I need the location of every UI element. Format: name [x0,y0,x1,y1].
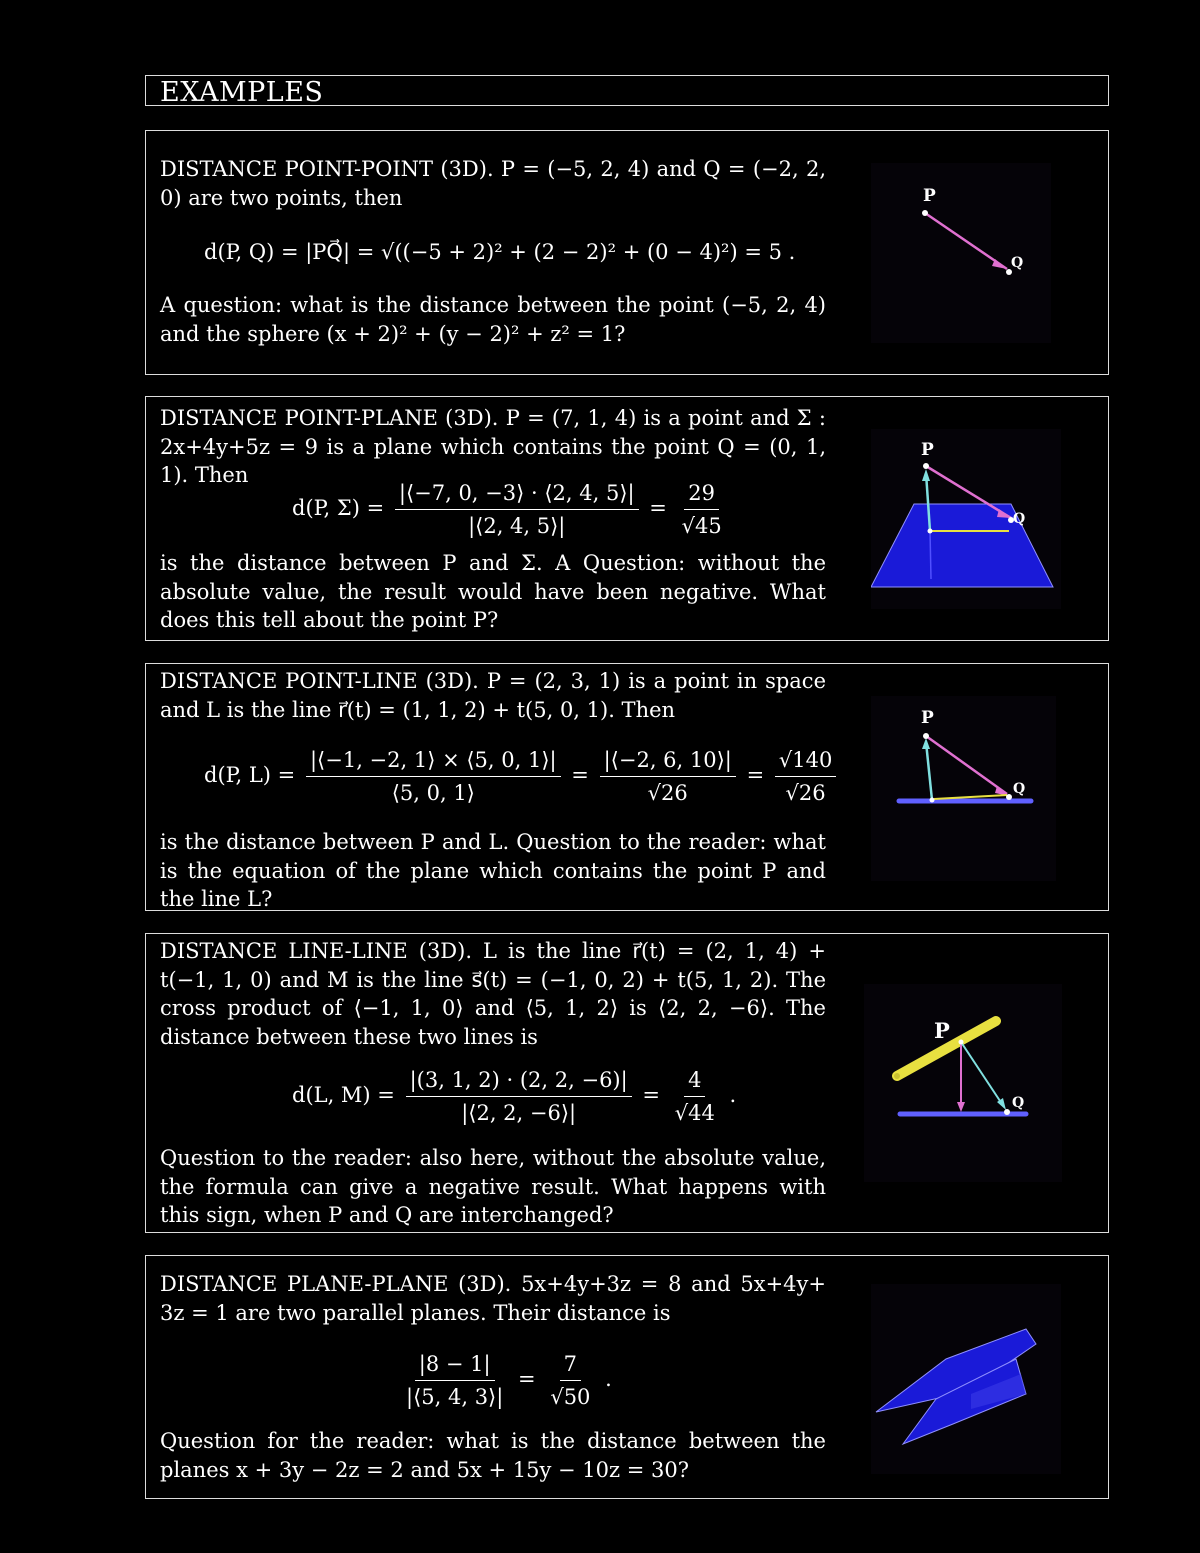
label-p: P [921,440,934,460]
section-question: Question to the reader: also here, without the absolute value, the formula can give a negative result. What happens with this sign, when P and Q are interchanged? [160,1146,826,1227]
label-q: Q [1013,511,1026,527]
equals-sign-2: = [746,763,765,787]
label-p: P [934,1018,950,1043]
section-line-line [145,933,1109,1233]
section-question: is the distance between P and Σ. A Question: without the absolute value, the result would have been negative. What does this tell about the point P? [160,551,826,632]
section-point-point [145,130,1109,375]
line-line-figure [864,984,1062,1182]
formula-lhs: d(L, M) = [292,1083,395,1107]
formula [204,746,840,807]
section-intro: DISTANCE POINT-PLANE (3D). P = (7, 1, 4) is a point and Σ : 2x+4y+5z = 9 is a plane which contains the point Q = (0, 1, 1). Then [160,406,826,487]
formula [292,479,730,540]
numerator: |⟨−7, 0, −3⟩ · ⟨2, 4, 5⟩| [395,479,639,510]
section-question: Question for the reader: what is the distance between the planes x + 3y − 2z = 2 and 5x + 15y − 10z = 30? [160,1429,826,1482]
result-numerator: 7 [560,1350,581,1381]
period: . [605,1367,612,1391]
label-q: Q [1011,255,1024,271]
section-plane-plane [145,1255,1109,1499]
fraction [395,479,639,540]
section-question: A question: what is the distance between the point (−5, 2, 4) and the sphere (x + 2)² + (y − 2)² + z² = 1? [160,293,826,346]
point-plane-figure [871,429,1061,609]
equals-sign: = [642,1083,661,1107]
label-q: Q [1012,1095,1025,1111]
denominator: |⟨2, 2, −6⟩| [461,1101,577,1125]
result-denominator: √44 [674,1101,715,1125]
equals-sign: = [518,1367,536,1391]
section-point-line [145,663,1109,911]
label-p: P [921,708,934,728]
formula: d(P, Q) = |PQ⃗| = √((−5 + 2)² + (2 − 2)² + (0 − 4)²) = 5 . [204,240,796,264]
section-question: is the distance between P and L. Question to the reader: what is the equation of the plane which contains the point P and the line L? [160,830,826,911]
section-intro: DISTANCE LINE-LINE (3D). L is the line r⃗(t) = (2, 1, 4) + t(−1, 1, 0) and M is the line s⃗(t) = (−1, 0, 2) + t(5, 1, 2). The cross product of ⟨−1, 1, 0⟩ and ⟨5, 1, 2⟩ is ⟨2, 2, −6⟩. The distance between these two lines is [160,939,826,1049]
fraction [406,1066,632,1127]
result-fraction [671,1066,719,1127]
point-line-figure [871,696,1056,881]
result-numerator: 29 [684,479,719,510]
fraction [306,746,561,807]
label-p: P [923,186,936,206]
page-title: EXAMPLES [160,77,324,108]
result-fraction [775,746,836,807]
result-numerator: 4 [684,1066,705,1097]
formula-lhs: d(P, Σ) = [292,496,385,520]
result-denominator: √50 [550,1385,591,1409]
result-fraction [546,1350,594,1411]
middle-denominator: √26 [647,781,688,805]
numerator: |⟨−1, −2, 1⟩ × ⟨5, 0, 1⟩| [306,746,561,777]
middle-numerator: |⟨−2, 6, 10⟩| [600,746,736,777]
section-intro: DISTANCE POINT-POINT (3D). P = (−5, 2, 4) and Q = (−2, 2, 0) are two points, then [160,157,826,210]
equals-sign: = [571,763,589,787]
section-intro: DISTANCE PLANE-PLANE (3D). 5x+4y+3z = 8 and 5x+4y+ 3z = 1 are two parallel planes. Their distance is [160,1272,826,1325]
numerator: |8 − 1| [415,1350,495,1381]
denominator: |⟨5, 4, 3⟩| [406,1385,504,1409]
fraction [402,1350,507,1411]
result-denominator: √45 [681,514,722,538]
section-intro: DISTANCE POINT-LINE (3D). P = (2, 3, 1) is a point in space and L is the line r⃗(t) = (1, 1, 2) + t(5, 0, 1). Then [160,669,826,722]
point-point-figure [871,163,1051,343]
period: . [729,1083,737,1107]
section-point-plane [145,396,1109,641]
plane-plane-figure [871,1284,1061,1474]
label-q: Q [1013,781,1026,797]
result-fraction [678,479,726,540]
denominator: |⟨2, 4, 5⟩| [468,514,566,538]
middle-fraction [600,746,736,807]
result-numerator: √140 [775,746,836,777]
formula-lhs: d(P, L) = [204,763,296,787]
numerator: |(3, 1, 2) · (2, 2, −6)| [406,1066,632,1097]
formula [398,1350,612,1411]
result-denominator: √26 [785,781,826,805]
equals-sign: = [649,496,667,520]
title-box [145,75,1109,106]
denominator: ⟨5, 0, 1⟩ [391,781,475,805]
formula [292,1066,736,1127]
